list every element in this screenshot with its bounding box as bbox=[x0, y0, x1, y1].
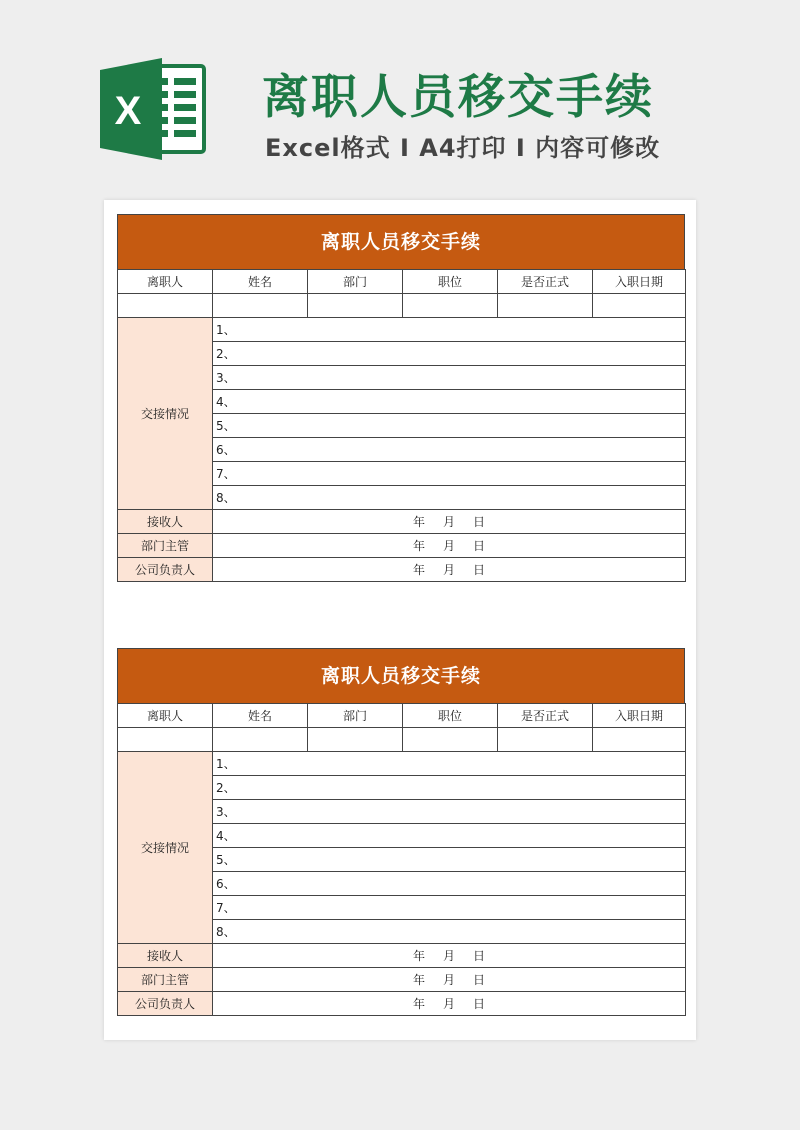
handover-item[interactable]: 5、 bbox=[213, 414, 686, 438]
year-label: 年 bbox=[412, 997, 425, 1011]
handover-item[interactable]: 1、 bbox=[213, 752, 686, 776]
handover-item-row bbox=[118, 318, 686, 342]
column-header: 入职日期 bbox=[593, 704, 686, 728]
signer-row bbox=[118, 992, 686, 1016]
input-cell[interactable] bbox=[213, 294, 308, 318]
signer-label: 部门主管 bbox=[118, 968, 213, 992]
month-label: 月 bbox=[442, 539, 455, 553]
form-title: 离职人员移交手续 bbox=[117, 648, 685, 703]
signature-date-cell[interactable] bbox=[213, 968, 686, 992]
input-cell[interactable] bbox=[118, 294, 213, 318]
signature-date-cell[interactable] bbox=[213, 510, 686, 534]
form-table bbox=[117, 269, 686, 582]
handover-item-row bbox=[118, 752, 686, 776]
year-label: 年 bbox=[412, 563, 425, 577]
day-label: 日 bbox=[473, 539, 486, 553]
handover-label: 交接情况 bbox=[118, 318, 213, 510]
day-label: 日 bbox=[473, 997, 486, 1011]
column-header: 姓名 bbox=[213, 270, 308, 294]
column-header: 职位 bbox=[403, 704, 498, 728]
year-label: 年 bbox=[412, 973, 425, 987]
signer-label: 公司负责人 bbox=[118, 558, 213, 582]
signer-row bbox=[118, 534, 686, 558]
column-header: 是否正式 bbox=[498, 704, 593, 728]
signer-label: 公司负责人 bbox=[118, 992, 213, 1016]
form-sheet bbox=[104, 200, 696, 1040]
handover-item[interactable]: 2、 bbox=[213, 776, 686, 800]
input-row bbox=[118, 294, 686, 318]
column-header: 离职人 bbox=[118, 704, 213, 728]
handover-item[interactable]: 5、 bbox=[213, 848, 686, 872]
handover-item[interactable]: 3、 bbox=[213, 800, 686, 824]
day-label: 日 bbox=[473, 973, 486, 987]
handover-label: 交接情况 bbox=[118, 752, 213, 944]
input-cell[interactable] bbox=[308, 294, 403, 318]
input-cell[interactable] bbox=[593, 728, 686, 752]
header bbox=[0, 0, 800, 190]
form-title: 离职人员移交手续 bbox=[117, 214, 685, 269]
input-cell[interactable] bbox=[118, 728, 213, 752]
handover-item[interactable]: 8、 bbox=[213, 920, 686, 944]
handover-item[interactable]: 4、 bbox=[213, 390, 686, 414]
signer-label: 接收人 bbox=[118, 510, 213, 534]
input-cell[interactable] bbox=[498, 294, 593, 318]
input-cell[interactable] bbox=[308, 728, 403, 752]
month-label: 月 bbox=[442, 997, 455, 1011]
month-label: 月 bbox=[442, 949, 455, 963]
column-header: 离职人 bbox=[118, 270, 213, 294]
logo-letter: X bbox=[114, 89, 142, 133]
year-label: 年 bbox=[412, 949, 425, 963]
handover-item[interactable]: 3、 bbox=[213, 366, 686, 390]
handover-item[interactable]: 2、 bbox=[213, 342, 686, 366]
day-label: 日 bbox=[473, 515, 486, 529]
input-row bbox=[118, 728, 686, 752]
handover-item[interactable]: 4、 bbox=[213, 824, 686, 848]
signer-row bbox=[118, 510, 686, 534]
signature-date-cell[interactable] bbox=[213, 992, 686, 1016]
signer-label: 接收人 bbox=[118, 944, 213, 968]
handover-form bbox=[117, 214, 685, 582]
input-cell[interactable] bbox=[498, 728, 593, 752]
column-header: 部门 bbox=[308, 270, 403, 294]
handover-item[interactable]: 6、 bbox=[213, 872, 686, 896]
handover-item[interactable]: 7、 bbox=[213, 896, 686, 920]
signer-row bbox=[118, 558, 686, 582]
year-label: 年 bbox=[412, 539, 425, 553]
header-row bbox=[118, 704, 686, 728]
input-cell[interactable] bbox=[593, 294, 686, 318]
signer-row bbox=[118, 968, 686, 992]
header-row bbox=[118, 270, 686, 294]
column-header: 职位 bbox=[403, 270, 498, 294]
signer-row bbox=[118, 944, 686, 968]
month-label: 月 bbox=[442, 973, 455, 987]
column-header: 姓名 bbox=[213, 704, 308, 728]
input-cell[interactable] bbox=[403, 728, 498, 752]
excel-icon bbox=[100, 58, 208, 160]
input-cell[interactable] bbox=[403, 294, 498, 318]
signature-date-cell[interactable] bbox=[213, 558, 686, 582]
handover-item[interactable]: 6、 bbox=[213, 438, 686, 462]
page-subtitle: Excel格式 I A4打印 I 内容可修改 bbox=[265, 134, 661, 162]
day-label: 日 bbox=[473, 949, 486, 963]
handover-item[interactable]: 7、 bbox=[213, 462, 686, 486]
handover-item[interactable]: 8、 bbox=[213, 486, 686, 510]
month-label: 月 bbox=[442, 563, 455, 577]
handover-item[interactable]: 1、 bbox=[213, 318, 686, 342]
year-label: 年 bbox=[412, 515, 425, 529]
day-label: 日 bbox=[473, 563, 486, 577]
form-table bbox=[117, 703, 686, 1016]
column-header: 是否正式 bbox=[498, 270, 593, 294]
month-label: 月 bbox=[442, 515, 455, 529]
input-cell[interactable] bbox=[213, 728, 308, 752]
page-title: 离职人员移交手续 bbox=[262, 70, 654, 125]
column-header: 入职日期 bbox=[593, 270, 686, 294]
signature-date-cell[interactable] bbox=[213, 534, 686, 558]
handover-form bbox=[117, 648, 685, 1016]
signer-label: 部门主管 bbox=[118, 534, 213, 558]
signature-date-cell[interactable] bbox=[213, 944, 686, 968]
column-header: 部门 bbox=[308, 704, 403, 728]
